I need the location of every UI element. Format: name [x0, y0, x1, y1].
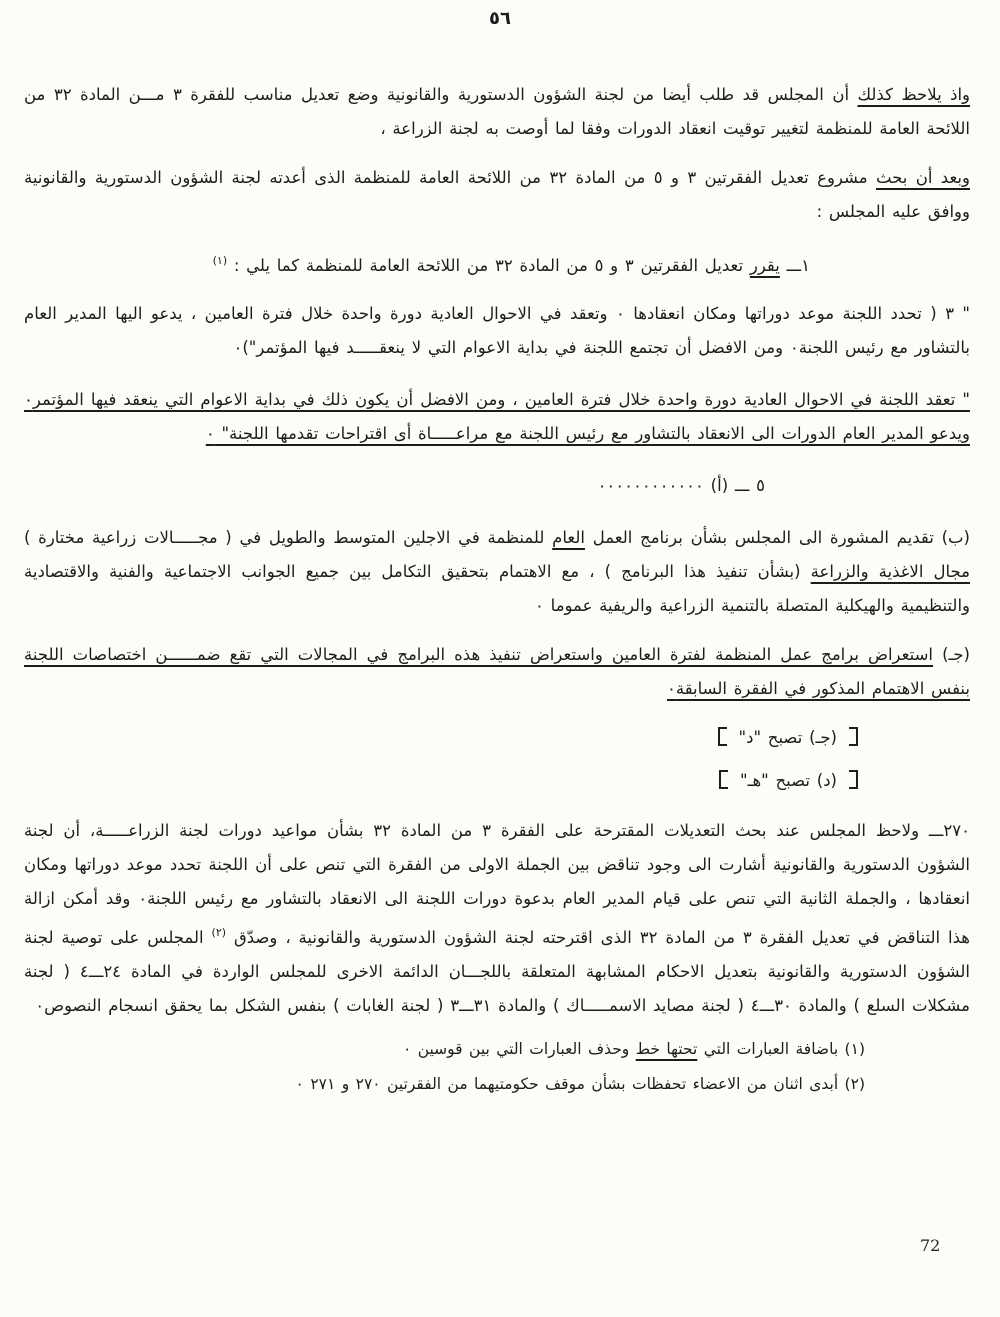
subparagraph-c-text: (جـ) — [933, 645, 970, 664]
decision-item-1-text: يقرر — [749, 256, 780, 275]
opening-clause-noting — [24, 78, 970, 146]
subparagraph-b-text: مجال الاغذية والزراعة — [810, 562, 970, 581]
opening-clause-having-examined-text: مشروع تعديل الفقرتين ٣ و ٥ من المادة ٣٢ من اللائحة العامة للمنظمة الذى أعدته لجنة الشؤون الدستورية والقانونية ووافق عليه المجلس : — [24, 168, 970, 221]
paragraph-container — [24, 78, 970, 1023]
subparagraph-b-text: العام — [552, 528, 585, 547]
relabel-d-to-e-text: (د) تصبح "هـ" — [740, 771, 837, 790]
opening-clause-having-examined-text: وبعد أن بحث — [875, 168, 970, 187]
footnote-1-text: تحتها خط — [635, 1040, 698, 1058]
paragraph-270 — [24, 814, 970, 1023]
relabel-d-to-e — [24, 764, 870, 798]
quoted-original-paragraph-3-text: " ٣ ( تحدد اللجنة موعد دوراتها ومكان انعقادها ٠ وتعقد في الاحوال العادية دورة واحدة خلال فترة العامين ، يدعو اليها المدير العام بالتشاور مع رئيس اللجنة٠ ومن الافضل أن تجتمع اللجنة في بداية الاعوام التي لا ينعقـــــد فيها المؤتمر")٠ — [24, 304, 970, 357]
subparagraph-c — [24, 638, 970, 706]
paragraph-270-text: المجلس على توصية لجنة الشؤون الدستورية والقانونية بتعديل الاحكام المشابهة المتعلقة باللجـــان الدائمة الاخرى للمجلس الواردة في المادة ٢٤ـــ٤ ( لجنة مشكلات السلع ) والمادة ٣٠ـــ٤ ( لجنة مصايد الاسمـــــاك ) والمادة ٣١ـــ٣ ( لجنة الغابات ) بنفس الشكل بما يحقق انسجام النصوص٠ — [24, 928, 970, 1015]
footnotes-section — [24, 1033, 970, 1101]
decision-item-1 — [24, 244, 810, 283]
footnote-1 — [24, 1033, 865, 1066]
paragraph-270-text: (٢) — [211, 926, 227, 939]
quoted-original-paragraph-3 — [24, 297, 970, 365]
page-number-top: ٥٦ — [489, 8, 511, 29]
quoted-amended-paragraph-3 — [24, 383, 970, 451]
bracket-mark-icon — [719, 770, 728, 789]
quoted-amended-paragraph-3-text: " تعقد اللجنة في الاحوال العادية دورة واحدة خلال فترة العامين ، ومن الافضل أن يكون ذلك في بداية الاعوام التي ينعقد فيها المؤتمر٠ ويدعو المدير العام الدورات الى الانعقاد بالتشاور مع رئيس اللجنة مع مراعـــــاة أى اقتراحات تقدمها اللجنة" ٠ — [24, 390, 970, 443]
relabel-c-to-d-text: (جـ) تصبح "د" — [738, 728, 837, 747]
page-number-bottom: 72 — [920, 1236, 941, 1255]
document-body — [24, 78, 970, 1103]
decision-item-1-text: ١ـــ — [779, 256, 810, 275]
item-5a-unchanged — [24, 469, 765, 503]
subparagraph-b-text: (ب) تقديم المشورة الى المجلس بشأن برنامج العمل — [584, 528, 970, 547]
bracket-mark-icon — [718, 727, 727, 746]
footnote-2 — [24, 1068, 865, 1101]
item-5a-unchanged-text: ٥ ـــ (أ) ٠٠٠٠٠٠٠٠٠٠٠٠ — [597, 476, 765, 495]
footnote-1-text: (١) باضافة العبارات التي — [697, 1040, 865, 1058]
subparagraph-b-text: (بشأن تنفيذ هذا البرنامج ) ، مع الاهتمام بتحقيق التكامل بين جميع الجوانب الاجتماعية والفنية والاقتصادية والتنظيمية والهيكلية المتصلة بالتنمية الزراعية والريفية عموما ٠ — [24, 562, 970, 615]
decision-item-1-text: تعديل الفقرتين ٣ و ٥ من المادة ٣٢ من اللائحة العامة للمنظمة كما يلي : — [227, 256, 750, 275]
bracket-mark-icon — [849, 770, 858, 789]
footnote-1-text: وحذف العبارات التي بين قوسين ٠ — [402, 1040, 636, 1058]
subparagraph-c-text: استعراض برامج عمل المنظمة لفترة العامين واستعراض تنفيذ هذه البرامج في المجالات التي تقع ضمــــــن اختصاصات اللجنة بنفس الاهتمام المذكور في الفقرة السابقة٠ — [24, 645, 970, 698]
footnote-2-text: (٢) أبدى اثنان من الاعضاء تحفظات بشأن موقف حكومتيهما من الفقرتين ٢٧٠ و ٢٧١ ٠ — [295, 1075, 865, 1093]
subparagraph-b-text: للمنظمة في الاجلين المتوسط والطويل في ( مجـــــالات زراعية مختارة ) — [24, 528, 553, 547]
relabel-c-to-d — [24, 721, 870, 755]
opening-clause-noting-text: أن المجلس قد طلب أيضا من لجنة الشؤون الدستورية والقانونية وضع تعديل مناسب للفقرة ٣ مـــن المادة ٣٢ من اللائحة العامة للمنظمة لتغيير توقيت انعقاد الدورات وفقا لما أوصت به لجنة الزراعة ، — [24, 85, 970, 138]
paragraph-270-text: ٢٧٠ـــ ولاحظ المجلس عند بحث التعديلات المقترحة على الفقرة ٣ من المادة ٣٢ بشأن مواعيد دورات لجنة الزراعـــــة، أن لجنة الشؤون الدستورية والقانونية أشارت الى وجود تناقض بين الجملة الاولى من الفقرة التي تنص على أن اللجنة تحدد موعد دوراتها ومكان انعقادها ، والجملة الثانية التي تنص على قيام المدير العام بدعوة دورات اللجنة الى الانعقاد بالتشاور مع رئيس اللجنة٠ وقد أمكن ازالة هذا التناقض في تعديل الفقرة ٣ من المادة ٣٢ الذى اقترحته لجنة الشؤون الدستورية والقانونية ، وصدّق — [24, 821, 970, 947]
opening-clause-noting-text: واذ يلاحظ كذلك — [857, 85, 970, 104]
bracket-mark-icon — [849, 727, 858, 746]
decision-item-1-text: (١) — [212, 254, 228, 267]
subparagraph-b — [24, 521, 970, 623]
opening-clause-having-examined — [24, 161, 970, 229]
